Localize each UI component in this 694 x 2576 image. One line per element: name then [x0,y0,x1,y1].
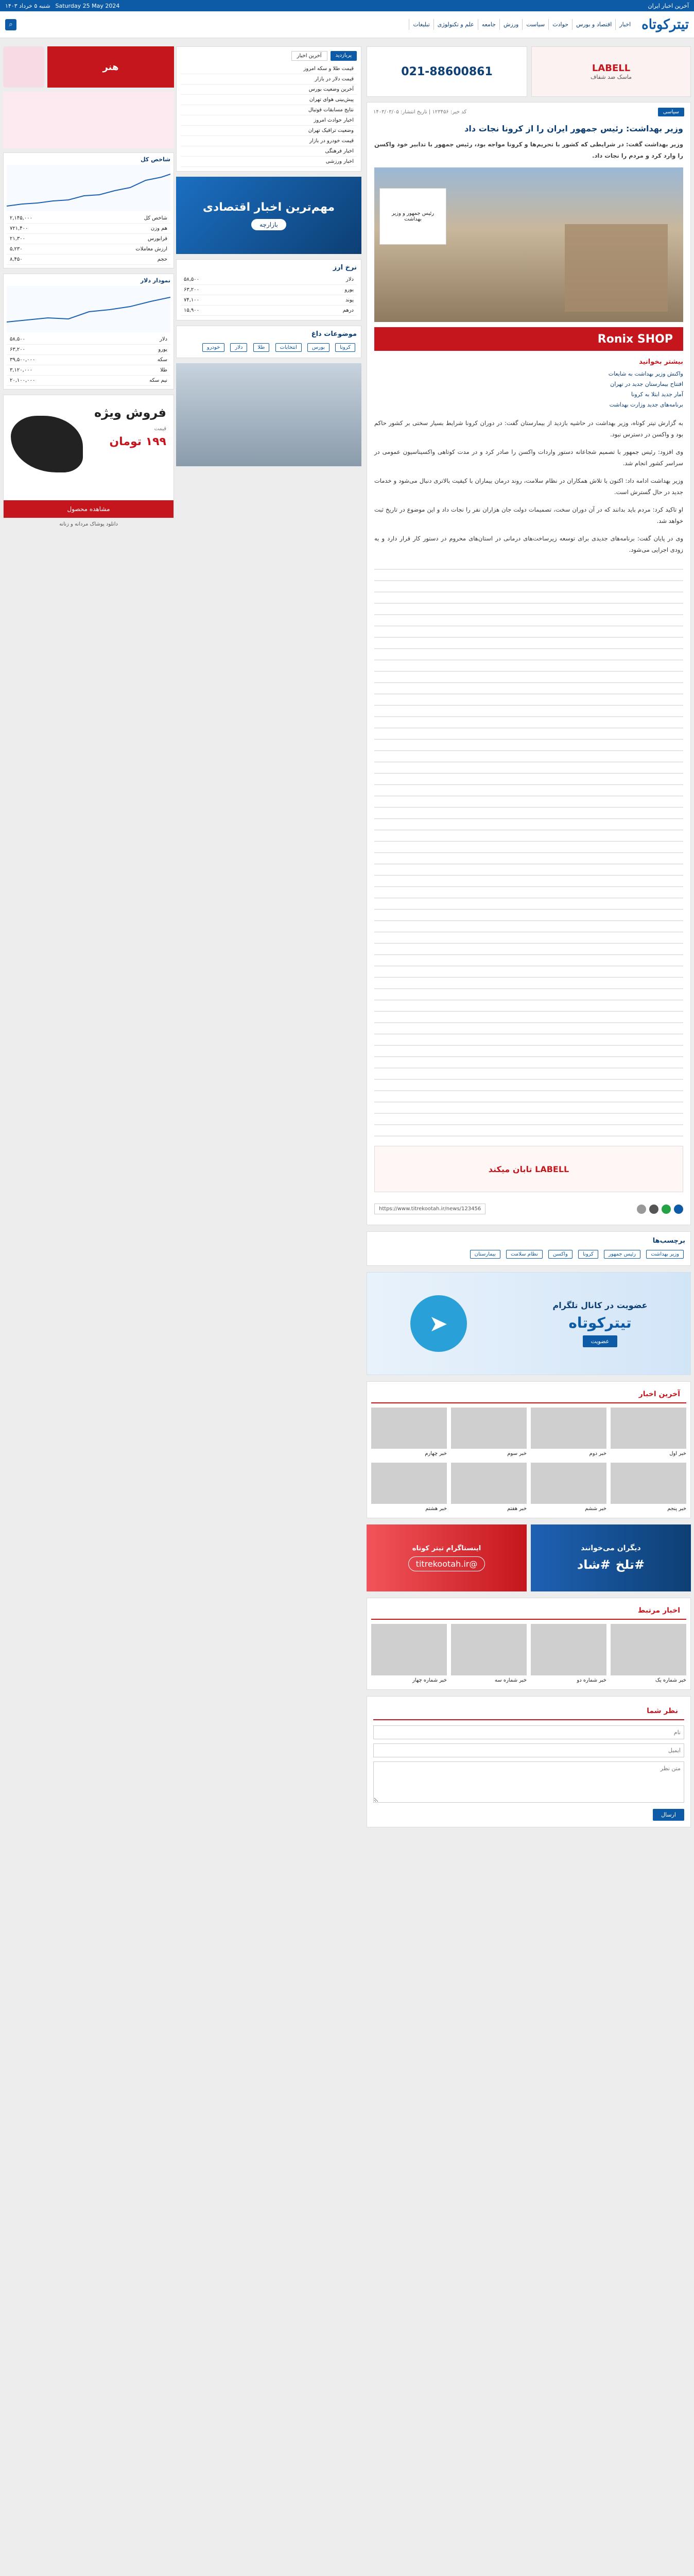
tag-item[interactable]: طلا [253,343,270,352]
comment-form [367,1696,691,1827]
nav-item[interactable]: ورزش [499,19,522,30]
index-name: فرابورس [147,236,167,242]
side-column [3,46,174,530]
search-icon[interactable]: ⌕ [5,19,16,30]
price-row [7,365,170,376]
currency-row [181,285,357,295]
tag-item[interactable]: رئیس جمهور [604,1250,640,1259]
image-caption-box: رئیس جمهور و وزیر بهداشت [379,188,446,245]
index-row [7,224,170,234]
others-read-title: دیگران می‌خوانند [581,1544,641,1552]
hot-tags-title: موضوعات داغ [311,330,357,338]
ad-phone-number: 021-88600861 [401,65,493,78]
article-paragraph: به گزارش تیتر کوتاه، وزیر بهداشت در حاشیه بازدید از بیمارستان گفت: در دوران کرونا شرایط بسیار سختی بر کشور حاکم بود و واکسن در دسترس نبود. [374,419,683,438]
date-en: Saturday 25 May 2024 [55,2,120,9]
tag-item[interactable]: کرونا [335,343,355,352]
grid-news-card[interactable] [451,1463,527,1514]
price-name: یورو [158,347,167,352]
nav-item[interactable]: اقتصاد و بورس [572,19,615,30]
currency-value: ۷۴,۱۰۰ [184,297,200,303]
index-value: ۸,۴۵۰ [10,257,23,262]
grid-news-card[interactable] [371,1408,447,1459]
telegram-title: عضویت در کانال تلگرام [552,1300,648,1310]
side-news-image[interactable] [176,363,361,466]
price-name: دلار [160,336,167,342]
instagram-handle: @titrekootah.ir [408,1556,485,1571]
date-fa: شنبه ۵ خرداد ۱۴۰۳ [5,2,50,9]
article-column [367,46,691,1827]
price-value: ۵۸,۵۰۰ [10,336,26,342]
article-paragraph: وی افزود: رئیس جمهور با تصمیم شجاعانه دستور واردات واکسن را صادر کرد و در مدت کوتاهی واکسیناسیون عمومی در سراسر کشور انجام شد. [374,448,683,467]
currency-row [181,295,357,306]
bottom-news-label: خبر شماره چهار [412,1677,447,1683]
category-badge[interactable]: سیاسی [658,108,684,116]
bottom-news [367,1598,691,1690]
comment-text-input[interactable] [373,1761,684,1803]
nav-item[interactable]: علم و تکنولوژی [433,19,478,30]
ad-labell-mid[interactable] [374,1146,683,1192]
top-bar-text: آخرین اخبار ایران [648,2,689,9]
bottom-news-title: اخبار مرتبط [371,1602,686,1620]
tag-item[interactable]: بورس [307,343,329,352]
currency-name: یورو [344,287,354,293]
price-value: ۳۹,۵۰۰,۰۰۰ [10,357,36,363]
economy-title: مهم‌ترین اخبار اقتصادی [202,200,335,214]
comment-name-input[interactable] [373,1725,684,1739]
price-name: طلا [160,367,167,373]
currency-row [181,275,357,285]
read-more-item[interactable]: آمار جدید ابتلا به کرونا [631,391,683,398]
sneaker-price-label: قیمت [154,426,166,432]
ad-phone[interactable] [367,46,527,97]
index-value: ۲۱,۳۰۰ [10,236,26,242]
article-lead: وزیر بهداشت گفت: در شرایطی که کشور با تحریم‌ها و کرونا مواجه بود، رئیس جمهور با تدابیر خود واکسن را وارد کرد و مردم را نجات داد. [374,141,683,159]
comment-email-input[interactable] [373,1743,684,1757]
bottom-news-label: خبر شماره یک [655,1677,686,1683]
top-ads [367,46,691,97]
sneaker-price: ۱۹۹ تومان [109,435,166,448]
dollar-chart-svg [7,286,170,332]
index-name: شاخص کل [144,215,167,221]
share-icons [637,1205,683,1214]
bottom-news-card[interactable] [451,1624,527,1685]
bottom-news-label: خبر شماره سه [494,1677,527,1683]
currency-name: دلار [346,277,354,282]
hashtag[interactable]: #تلخ [615,1557,645,1572]
grid-news-card[interactable] [451,1408,527,1459]
grid-news-label: خبر هفتم [507,1506,527,1512]
article-title: وزیر بهداشت: رئیس جمهور ایران را از کرونا نجات داد [464,124,683,133]
article-paragraph: او تاکید کرد: مردم باید بدانند که در آن دوران سخت، تصمیمات دولت جان هزاران نفر را نجات داد و این موضوع در تاریخ ثبت خواهد شد. [374,506,683,524]
main-nav [409,19,634,30]
nav-item[interactable]: سیاست [522,19,548,30]
sneaker-buy-button[interactable]: مشاهده محصول [4,500,173,518]
grid-news-label: خبر چهارم [425,1451,447,1456]
economy-sub: بازارچه [251,219,286,230]
currency-title: نرخ ارز [333,264,357,272]
ad-pink-logo[interactable] [3,46,44,88]
grid-news-card[interactable] [611,1463,686,1514]
grid-news-label: خبر هشتم [425,1506,447,1512]
economy-banner[interactable] [176,177,361,254]
currency-value: ۶۳,۲۰۰ [184,287,200,293]
tab-latest[interactable]: آخرین اخبار [291,51,327,61]
price-row [7,345,170,355]
nav-item[interactable]: تبلیغات [409,19,433,30]
sneaker-title: فروش ویژه [94,405,166,420]
popular-box [176,46,361,172]
chart-index [3,152,174,268]
index-value: ۲,۱۴۵,۰۰۰ [10,215,32,221]
ad-sneaker[interactable] [3,395,174,518]
list-item[interactable]: پیش‌بینی هوای تهران [181,95,357,105]
grid-news-label: خبر ششم [585,1506,606,1512]
comment-submit-button[interactable]: ارسال [653,1809,684,1821]
hot-tags [176,326,361,358]
grid-news-card[interactable] [531,1408,606,1459]
article-paragraph: وزیر بهداشت ادامه داد: اکنون با تلاش همکاران در نظام سلامت، روند درمان بیماران با کیفیت بالاتری دنبال می‌شود و خدمات جدید در حال گسترش است. [374,477,683,496]
currency-value: ۵۸,۵۰۰ [184,277,200,282]
twitter-icon[interactable] [649,1205,658,1214]
read-more-item[interactable]: افتتاح بیمارستان جدید در تهران [610,381,683,387]
sneaker-shape [11,416,83,472]
index-value: ۷۲۱,۴۰۰ [10,226,28,231]
price-value: ۲۰,۱۰۰,۰۰۰ [10,378,36,383]
chart-dollar [3,274,174,389]
index-row [7,244,170,255]
read-more-box [367,356,690,417]
site-header [0,11,694,38]
article-paragraph: وی در پایان گفت: برنامه‌های جدیدی برای توسعه زیرساخت‌های درمانی در استان‌های محروم در دستور کار قرار دارد و به زودی اجرایی می‌شود. [374,535,683,553]
article-card [367,102,691,1225]
grid-news-title: آخرین اخبار [371,1386,686,1403]
ad-ronix[interactable]: Ronix SHOP [374,327,683,351]
telegram-icon: ➤ [410,1295,467,1352]
price-row [7,334,170,345]
price-row [7,376,170,386]
tag-item[interactable]: وزیر بهداشت [646,1250,684,1259]
grid-news-label: خبر دوم [589,1451,606,1456]
chart-dollar-title: نمودار دلار [140,277,170,284]
article-meta: کد خبر: ۱۲۳۴۵۶ | تاریخ انتشار: ۱۴۰۳/۰۳/۰۵ [373,109,467,115]
top-dates [5,3,119,9]
short-link[interactable]: https://www.titrekootah.ir/news/123456 [374,1204,485,1214]
middle-column [176,46,361,466]
price-row [7,355,170,365]
index-value: ۵,۲۳۰ [10,246,23,252]
side-top-ads [3,46,174,88]
index-row [7,255,170,265]
telegram-join-button[interactable]: عضویت [583,1335,618,1347]
comment-title: نظر شما [373,1703,684,1720]
list-item[interactable]: قیمت طلا و سکه امروز [181,64,357,74]
list-item[interactable]: اخبار فرهنگی [181,146,357,157]
tag-item[interactable]: نظام سلامت [506,1250,543,1259]
tag-item[interactable]: بیمارستان [470,1250,500,1259]
ad-labell-top[interactable] [531,46,691,97]
tag-item[interactable]: کرونا [578,1250,598,1259]
ad-labell-brand: LABELL [592,63,631,74]
nav-item[interactable]: حوادث [548,19,572,30]
grid-news-card[interactable] [611,1408,686,1459]
share-row [367,1199,690,1218]
whatsapp-icon[interactable] [662,1205,671,1214]
site-logo[interactable]: تیترکوتاه [641,16,689,32]
read-more-item[interactable]: برنامه‌های جدید وزارت بهداشت [609,401,683,408]
ad-pink[interactable] [3,92,174,148]
index-row [7,234,170,244]
grid-news-card[interactable] [531,1463,606,1514]
price-name: سکه [157,357,167,363]
tag-item[interactable]: دلار [230,343,247,352]
grid-news-label: خبر اول [669,1451,686,1456]
hashtag[interactable]: #شاد [577,1557,611,1572]
tags-title: برچسب‌ها [652,1237,685,1245]
instagram-row [367,1524,691,1591]
currency-name: پوند [345,297,354,303]
nav-item[interactable]: جامعه [478,19,499,30]
list-item[interactable]: نتایج مسابقات فوتبال [181,105,357,115]
index-name: حجم [157,257,167,262]
index-chart-svg [7,165,170,211]
list-item[interactable]: وضعیت ترافیک تهران [181,126,357,136]
telegram-banner[interactable] [367,1272,691,1375]
building-shape [565,224,668,312]
list-item[interactable]: قیمت دلار در بازار [181,74,357,84]
list-item[interactable]: اخبار ورزشی [181,157,357,167]
tag-item[interactable]: انتخابات [275,343,302,352]
article-body-text [374,562,683,1139]
telegram-icon[interactable] [674,1205,683,1214]
read-more-item[interactable]: واکنش وزیر بهداشت به شایعات [608,370,683,377]
index-name: ارزش معاملات [135,246,167,252]
index-name: هم وزن [150,226,167,231]
sneaker-caption: دانلود پوشاک مردانه و زنانه [59,521,118,527]
grid-news-label: خبر سوم [507,1451,527,1456]
price-value: ۳,۱۲۰,۰۰۰ [10,367,32,373]
price-value: ۶۳,۲۰۰ [10,347,26,352]
nav-item[interactable]: اخبار [615,19,634,30]
telegram-sub: تیترکوتاه [568,1314,632,1331]
currency-value: ۱۵,۹۰۰ [184,308,200,313]
tag-item[interactable]: خودرو [202,343,224,352]
bottom-news-card[interactable] [531,1624,606,1685]
ad-red[interactable]: هنر [47,46,174,88]
bottom-news-label: خبر شماره دو [577,1677,606,1683]
price-name: نیم سکه [149,378,167,383]
ad-labell-mid-text: LABELL تابان میکند [488,1164,569,1174]
bottom-news-card[interactable] [371,1624,447,1685]
top-bar [0,0,694,11]
read-more-title: بیشتر بخوانید [639,358,683,366]
list-item[interactable]: اخبار حوادث امروز [181,115,357,126]
currency-row [181,306,357,316]
grid-news [367,1381,691,1518]
tag-item[interactable]: واکسن [548,1250,572,1259]
list-item[interactable]: آخرین وضعیت بورس [181,84,357,95]
print-icon[interactable] [637,1205,646,1214]
index-row [7,213,170,224]
list-item[interactable]: قیمت خودرو در بازار [181,136,357,146]
tab-popular[interactable]: پربازدید [331,51,357,61]
instagram-title: اینستاگرام تیتر کوتاه [412,1545,481,1552]
others-read-box[interactable] [531,1524,691,1591]
grid-news-label: خبر پنجم [667,1506,686,1512]
grid-news-card[interactable] [371,1463,447,1514]
currency-name: درهم [342,308,354,313]
ad-labell-sub: ماسک ضد شفاف [591,74,632,80]
chart-index-title: شاخص کل [141,156,170,163]
instagram-box[interactable] [367,1524,527,1591]
article-image [374,167,683,322]
bottom-news-card[interactable] [611,1624,686,1685]
currency-box [176,259,361,320]
tags-box [367,1231,691,1266]
